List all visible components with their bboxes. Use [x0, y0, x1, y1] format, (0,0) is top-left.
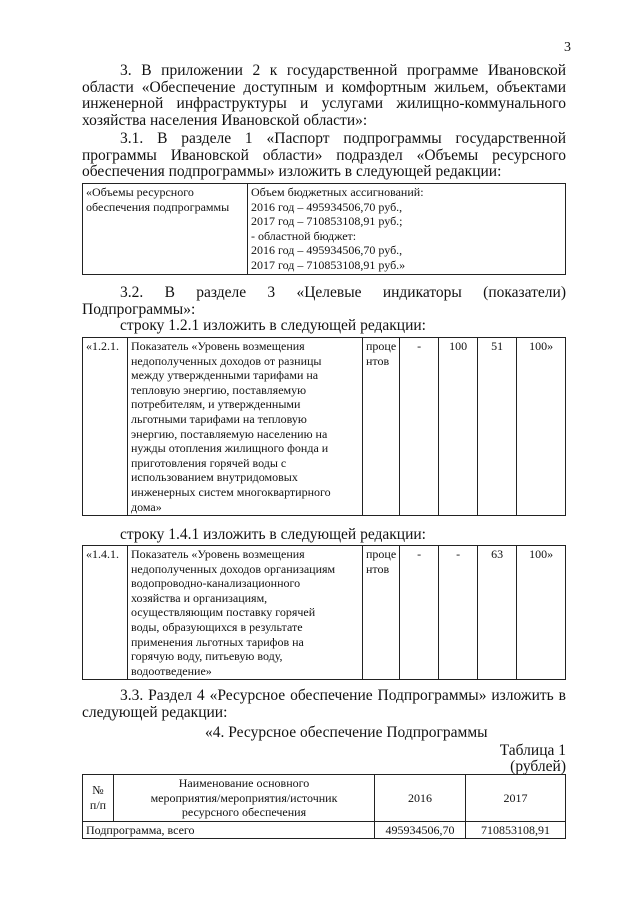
text-line: хозяйства населения Ивановской области»: [82, 111, 368, 129]
page-number: 3 [564, 40, 571, 55]
row-number: «1.4.1. [83, 546, 128, 680]
paragraph-3-2 [82, 285, 566, 335]
row-2016-value: 495934506,70 [375, 821, 466, 839]
text-line: 3.2. В разделе 3 «Целевые индикаторы (показатели) [120, 284, 566, 301]
header-2016: 2016 [375, 775, 466, 822]
text-line: инженерной инфраструктуры и услугами жилищно-коммунального [82, 95, 566, 112]
text-line: обеспечения подпрограммы» изложить в следующей редакции: [82, 163, 502, 180]
row-name: Подпрограмма, всего [83, 821, 375, 839]
text-line: 3. В приложении 2 к государственной программе Ивановской [120, 62, 566, 79]
line-1-4-1: строку 1.4.1 изложить в следующей редакции: [120, 526, 426, 543]
passport-value-cell: Объем бюджетных ассигнований: 2016 год – 495934506,70 руб., 2017 год – 710853108,91 руб.; - областной бюджет: 2016 год – 495934506,70 руб., 2017 год – 710853108,91 руб.» [248, 184, 566, 275]
text-line: строку 1.2.1 изложить в следующей редакции: [120, 317, 426, 334]
unit-cell: проце нтов [363, 338, 400, 516]
text-line: программы Ивановской области» подраздел «Объемы ресурсного [82, 146, 566, 164]
value-cell: - [439, 546, 478, 680]
header-num: № п/п [83, 775, 114, 822]
indicator-text: Показатель «Уровень возмещения недополученных доходов организациям водопроводно-канализационного хозяйства и организациям, осуществляющим поставку горячей воды, образующихся в результате применения льготных тарифов на горячую воду, питьевую воду, водоотведение» [128, 546, 363, 680]
resource-table [82, 774, 566, 839]
units-label: (рублей) [510, 758, 566, 775]
value-cell: 63 [478, 546, 517, 680]
table-label: Таблица 1 [499, 742, 566, 759]
text-line: Подпрограммы»: [82, 300, 196, 318]
text-line: следующей редакции: [82, 703, 228, 721]
value-cell: - [400, 546, 439, 680]
paragraph-3 [82, 63, 566, 129]
row-2017-value: 710853108,91 [466, 821, 566, 839]
value-cell: 51 [478, 338, 517, 516]
indicator-row-1-4-1 [82, 545, 566, 680]
value-cell: 100» [517, 546, 566, 680]
passport-label-cell: «Объемы ресурсного обеспечения подпрограммы [83, 184, 248, 275]
unit-cell: проце нтов [363, 546, 400, 680]
header-2017: 2017 [466, 775, 566, 822]
paragraph-3-3 [82, 688, 566, 721]
indicator-text: Показатель «Уровень возмещения недополученных доходов от разницы между утвержденными тарифами на тепловую энергию, поставляемую потребителям, и утвержденными льготными тарифами на тепловую энергию, поставляемую населению на нужды отопления жилищного фонда и приготовления горячей воды с использованием внутридомовых инженерных систем многоквартирного дома» [128, 338, 363, 516]
value-cell: - [400, 338, 439, 516]
row-number: «1.2.1. [83, 338, 128, 516]
header-name: Наименование основного мероприятия/мероприятия/источник ресурсного обеспечения [114, 775, 375, 822]
text-line: 3.1. В разделе 1 «Паспорт подпрограммы государственной [120, 130, 566, 147]
text-line: 3.3. Раздел 4 «Ресурсное обеспечение Подпрограммы» изложить в [120, 687, 566, 704]
passport-resource-table [82, 183, 566, 275]
section-4-title: «4. Ресурсное обеспечение Подпрограммы [205, 724, 488, 741]
value-cell: 100 [439, 338, 478, 516]
indicator-row-1-2-1 [82, 337, 566, 516]
paragraph-3-1 [82, 131, 566, 181]
text-line: области «Обеспечение доступным и комфортным жильем, объектами [82, 78, 566, 96]
value-cell: 100» [517, 338, 566, 516]
